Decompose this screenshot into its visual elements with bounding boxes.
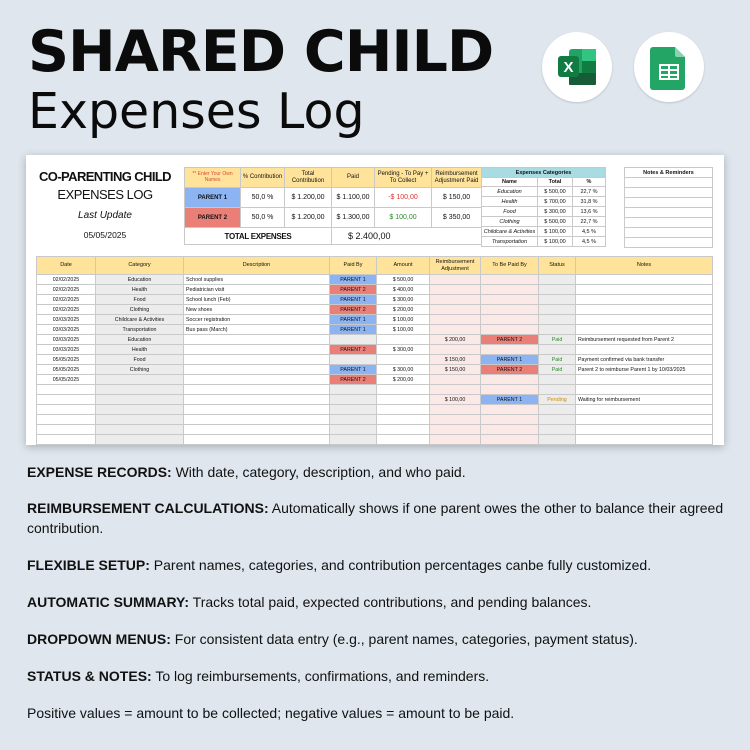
log-reimbursement-cell[interactable] [430,405,481,415]
summary-header-row [185,168,482,188]
parent2-reimb: $ 350,00 [432,208,482,228]
log-amount-cell[interactable]: $ 500,00 [377,275,430,285]
log-notes-cell[interactable] [576,325,713,335]
log-header-to-be-paid-by: To Be Paid By [481,257,539,275]
log-notes-cell[interactable] [576,285,713,295]
categories-header-pct: % [573,178,606,187]
feature-text: Positive values = amount to be collected; negative values = amount to be paid. [27,705,515,721]
parent2-paid: $ 1.300,00 [332,208,375,228]
log-paid-by-cell[interactable] [330,415,377,425]
log-notes-cell[interactable]: Parent 2 to reimburse Parent 1 by 10/03/2025 [576,365,713,375]
log-reimbursement-cell[interactable] [430,275,481,285]
table-row [37,385,713,395]
log-paid-by-cell[interactable]: PARENT 2 [330,345,377,355]
parent2-name[interactable]: PARENT 2 [185,208,241,228]
log-status-cell[interactable] [539,345,576,355]
log-amount-cell[interactable]: $ 400,00 [377,285,430,295]
log-status-cell[interactable]: Paid [539,355,576,365]
log-to-be-paid-by-cell[interactable]: PARENT 2 [481,365,539,375]
feature-text: Parent names, categories, and contribution percentages canbe fully customized. [149,557,652,573]
log-reimbursement-cell[interactable] [430,415,481,425]
log-reimbursement-cell[interactable] [430,345,481,355]
feature-item [27,462,727,482]
category-name[interactable]: Education [482,187,538,197]
hero-title: SHARED CHILD [28,19,494,85]
log-reimbursement-cell[interactable] [430,435,481,445]
feature-text: Tracks total paid, expected contributions, and pending balances. [189,594,592,610]
last-update-label: Last Update [78,210,132,221]
table-row [37,295,713,305]
log-description-cell[interactable] [184,405,330,415]
log-status-cell[interactable] [539,425,576,435]
log-to-be-paid-by-cell[interactable] [481,425,539,435]
reminder-cell[interactable] [625,178,713,188]
log-paid-by-cell[interactable] [330,405,377,415]
log-date-cell[interactable]: 03/03/2025 [37,315,96,325]
svg-text:X: X [563,59,574,76]
contribution-summary-table [184,167,482,245]
excel-icon [555,45,599,89]
table-row [37,275,713,285]
log-date-cell[interactable] [37,415,96,425]
feature-text: To log reimbursements, confirmations, and reminders. [151,668,490,684]
log-notes-cell[interactable] [576,275,713,285]
log-to-be-paid-by-cell[interactable] [481,375,539,385]
parent2-total: $ 1.200,00 [285,208,332,228]
log-to-be-paid-by-cell[interactable] [481,415,539,425]
log-category-cell[interactable] [96,385,184,395]
log-description-cell[interactable]: School supplies [184,275,330,285]
summary-header-total: Total Contribution [285,168,332,188]
log-category-cell[interactable]: Health [96,285,184,295]
table-row [37,355,713,365]
log-notes-cell[interactable]: Waiting for reimbursement [576,395,713,405]
categories-header-total: Total [538,178,573,187]
log-amount-cell[interactable]: $ 200,00 [377,305,430,315]
feature-text: Automatically shows if one parent owes the other to balance their agreed contribution. [27,500,724,537]
feature-text: With date, category, description, and who paid. [171,464,466,480]
summary-header-paid: Paid [332,168,375,188]
log-notes-cell[interactable] [576,425,713,435]
log-header-amount: Amount [377,257,430,275]
log-to-be-paid-by-cell[interactable] [481,385,539,395]
log-category-cell[interactable]: Transportation [96,325,184,335]
log-status-cell[interactable] [539,275,576,285]
log-header-category: Category [96,257,184,275]
table-row [37,305,713,315]
log-amount-cell[interactable] [377,355,430,365]
table-row [37,345,713,355]
feature-label: STATUS & NOTES: [27,668,152,684]
category-name[interactable]: Childcare & Activities [482,227,538,237]
log-notes-cell[interactable] [576,315,713,325]
feature-label: FLEXIBLE SETUP: [27,557,150,573]
parent1-pct[interactable]: 50,0 % [241,188,285,208]
categories-title: Expenses Categories [482,168,606,178]
reminder-cell[interactable] [625,218,713,228]
category-total: $ 500,00 [538,217,573,227]
log-amount-cell[interactable] [377,385,430,395]
feature-label: AUTOMATIC SUMMARY: [27,594,190,610]
log-header-reimbursement: Reimbursement Adjustment [430,257,481,275]
log-status-cell[interactable] [539,295,576,305]
category-name[interactable]: Food [482,207,538,217]
log-notes-cell[interactable] [576,385,713,395]
category-pct: 4,5 % [573,237,606,247]
log-category-cell[interactable]: Education [96,335,184,345]
log-amount-cell[interactable]: $ 200,00 [377,375,430,385]
log-title-panel [26,155,184,253]
feature-item [27,555,727,575]
log-status-cell[interactable] [539,405,576,415]
feature-note [27,703,727,723]
category-total: $ 500,00 [538,187,573,197]
log-status-cell[interactable]: Paid [539,335,576,345]
parent1-paid: $ 1.100,00 [332,188,375,208]
log-paid-by-cell[interactable]: PARENT 1 [330,325,377,335]
log-paid-by-cell[interactable]: PARENT 2 [330,305,377,315]
log-to-be-paid-by-cell[interactable] [481,345,539,355]
log-date-cell[interactable]: 05/05/2025 [37,375,96,385]
log-category-cell[interactable] [96,425,184,435]
log-paid-by-cell[interactable] [330,355,377,365]
log-title-line2: EXPENSES LOG [57,187,153,202]
log-status-cell[interactable] [539,315,576,325]
log-reimbursement-cell[interactable] [430,295,481,305]
log-category-cell[interactable] [96,375,184,385]
log-amount-cell[interactable]: $ 300,00 [377,345,430,355]
parent2-pct[interactable]: 50,0 % [241,208,285,228]
log-paid-by-cell[interactable] [330,385,377,395]
log-date-cell[interactable]: 02/02/2025 [37,275,96,285]
log-date-cell[interactable] [37,425,96,435]
log-status-cell[interactable] [539,325,576,335]
table-row [37,415,713,425]
category-total: $ 100,00 [538,237,573,247]
reminder-cell[interactable] [625,208,713,218]
log-header-date: Date [37,257,96,275]
table-row [37,285,713,295]
log-header-description: Description [184,257,330,275]
log-date-cell[interactable] [37,395,96,405]
excel-app-badge [542,32,612,102]
total-expenses-value: $ 2.400,00 [332,228,482,245]
summary-header-pending: Pending - To Pay + To Collect [375,168,432,188]
log-description-cell[interactable] [184,395,330,405]
log-status-cell[interactable] [539,435,576,445]
reminder-cell[interactable] [625,188,713,198]
category-total: $ 100,00 [538,227,573,237]
log-date-cell[interactable]: 02/02/2025 [37,295,96,305]
log-to-be-paid-by-cell[interactable] [481,295,539,305]
google-sheets-app-badge [634,32,704,102]
log-description-cell[interactable]: Bus pass (March) [184,325,330,335]
log-status-cell[interactable] [539,415,576,425]
log-reimbursement-cell[interactable]: $ 150,00 [430,355,481,365]
table-row [37,335,713,345]
category-row [482,217,606,227]
log-amount-cell[interactable] [377,395,430,405]
log-category-cell[interactable] [96,435,184,445]
category-row [482,187,606,197]
log-category-cell[interactable] [96,395,184,405]
log-paid-by-cell[interactable] [330,395,377,405]
categories-header-name: Name [482,178,538,187]
log-reimbursement-cell[interactable]: $ 200,00 [430,335,481,345]
reminder-cell[interactable] [625,228,713,238]
log-reimbursement-cell[interactable] [430,375,481,385]
log-to-be-paid-by-cell[interactable]: PARENT 2 [481,335,539,345]
table-row [37,435,713,445]
log-amount-cell[interactable]: $ 100,00 [377,325,430,335]
table-row [37,315,713,325]
table-row [37,405,713,415]
log-notes-cell[interactable] [576,415,713,425]
category-pct: 22,7 % [573,217,606,227]
log-category-cell[interactable]: Clothing [96,365,184,375]
log-header-status: Status [539,257,576,275]
feature-label: REIMBURSEMENT CALCULATIONS: [27,500,269,516]
log-description-cell[interactable] [184,365,330,375]
log-category-cell[interactable] [96,405,184,415]
log-header-row [37,257,713,275]
log-date-cell[interactable]: 05/05/2025 [37,365,96,375]
log-paid-by-cell[interactable]: PARENT 1 [330,295,377,305]
category-row [482,197,606,207]
category-name[interactable]: Clothing [482,217,538,227]
hero-subtitle: Expenses Log [28,83,365,140]
feature-item [27,498,727,539]
log-amount-cell[interactable] [377,405,430,415]
log-date-cell[interactable]: 03/03/2025 [37,345,96,355]
summary-header-reimb: Reimbursement Adjustment Paid [432,168,482,188]
log-title: CO-PARENTING CHILD [39,169,171,184]
log-notes-cell[interactable] [576,295,713,305]
feature-label: EXPENSE RECORDS: [27,464,172,480]
log-description-cell[interactable]: Pediatrician visit [184,285,330,295]
log-amount-cell[interactable] [377,415,430,425]
log-paid-by-cell[interactable]: PARENT 1 [330,365,377,375]
log-paid-by-cell[interactable] [330,425,377,435]
expense-log-table [36,256,713,445]
log-date-cell[interactable]: 02/02/2025 [37,285,96,295]
log-category-cell[interactable]: Food [96,295,184,305]
log-body [37,275,713,445]
category-row [482,237,606,247]
log-category-cell[interactable]: Health [96,345,184,355]
log-notes-cell[interactable] [576,375,713,385]
feature-item [27,666,727,686]
feature-item [27,629,727,649]
category-pct: 4,5 % [573,227,606,237]
log-to-be-paid-by-cell[interactable]: PARENT 1 [481,355,539,365]
feature-text: For consistent data entry (e.g., parent names, categories, payment status). [170,631,638,647]
summary-total-row [185,228,482,245]
log-description-cell[interactable] [184,335,330,345]
log-to-be-paid-by-cell[interactable] [481,325,539,335]
reminder-cell[interactable] [625,198,713,208]
category-row [482,227,606,237]
log-reimbursement-cell[interactable] [430,315,481,325]
log-description-cell[interactable]: School lunch (Feb) [184,295,330,305]
log-to-be-paid-by-cell[interactable]: PARENT 1 [481,395,539,405]
feature-label: DROPDOWN MENUS: [27,631,171,647]
parent1-name[interactable]: PARENT 1 [185,188,241,208]
log-reimbursement-cell[interactable] [430,425,481,435]
log-description-cell[interactable]: New shoes [184,305,330,315]
log-description-cell[interactable]: Soccer registration [184,315,330,325]
log-date-cell[interactable]: 03/03/2025 [37,335,96,345]
parent1-total: $ 1.200,00 [285,188,332,208]
log-paid-by-cell[interactable]: PARENT 2 [330,285,377,295]
log-category-cell[interactable] [96,415,184,425]
log-description-cell[interactable] [184,385,330,395]
log-reimbursement-cell[interactable] [430,385,481,395]
category-row [482,207,606,217]
log-amount-cell[interactable] [377,425,430,435]
log-date-cell[interactable]: 02/02/2025 [37,305,96,315]
log-category-cell[interactable]: Education [96,275,184,285]
log-status-cell[interactable] [539,385,576,395]
log-amount-cell[interactable] [377,435,430,445]
log-status-cell[interactable] [539,305,576,315]
log-date-cell[interactable] [37,385,96,395]
log-reimbursement-cell[interactable] [430,305,481,315]
log-description-cell[interactable] [184,425,330,435]
parent2-pending: $ 100,00 [375,208,432,228]
log-reimbursement-cell[interactable]: $ 150,00 [430,365,481,375]
log-to-be-paid-by-cell[interactable] [481,275,539,285]
log-to-be-paid-by-cell[interactable] [481,285,539,295]
log-status-cell[interactable] [539,285,576,295]
log-amount-cell[interactable]: $ 300,00 [377,365,430,375]
log-paid-by-cell[interactable]: PARENT 1 [330,275,377,285]
feature-item [27,592,727,612]
total-expenses-label: TOTAL EXPENSES [185,228,332,245]
notes-reminders-table [624,167,713,248]
spreadsheet-preview [26,155,724,445]
category-name[interactable]: Transportation [482,237,538,247]
summary-header-pct: % Contribution [241,168,285,188]
log-amount-cell[interactable]: $ 300,00 [377,295,430,305]
summary-row-parent2 [185,208,482,228]
log-description-cell[interactable] [184,415,330,425]
log-notes-cell[interactable] [576,345,713,355]
log-header-notes: Notes [576,257,713,275]
log-paid-by-cell[interactable]: PARENT 2 [330,375,377,385]
table-row [37,425,713,435]
log-amount-cell[interactable]: $ 100,00 [377,315,430,325]
log-header-paid-by: Paid By [330,257,377,275]
log-paid-by-cell[interactable] [330,335,377,345]
table-row [37,365,713,375]
category-pct: 13,6 % [573,207,606,217]
category-pct: 31,8 % [573,197,606,207]
category-total: $ 300,00 [538,207,573,217]
reminder-cell[interactable] [625,238,713,248]
log-amount-cell[interactable] [377,335,430,345]
table-row [37,395,713,405]
table-row [37,375,713,385]
log-status-cell[interactable]: Pending [539,395,576,405]
log-notes-cell[interactable] [576,435,713,445]
log-reimbursement-cell[interactable] [430,325,481,335]
log-to-be-paid-by-cell[interactable] [481,435,539,445]
parent1-reimb: $ 150,00 [432,188,482,208]
log-category-cell[interactable]: Clothing [96,305,184,315]
log-date-cell[interactable] [37,435,96,445]
log-status-cell[interactable]: Paid [539,365,576,375]
log-notes-cell[interactable] [576,405,713,415]
google-sheets-icon [649,44,689,90]
log-reimbursement-cell[interactable] [430,285,481,295]
log-notes-cell[interactable] [576,305,713,315]
categories-table [481,167,606,247]
log-paid-by-cell[interactable] [330,435,377,445]
category-pct: 22,7 % [573,187,606,197]
summary-row-parent1 [185,188,482,208]
log-status-cell[interactable] [539,375,576,385]
log-description-cell[interactable] [184,435,330,445]
log-description-cell[interactable] [184,345,330,355]
log-category-cell[interactable]: Childcare & Activities [96,315,184,325]
category-total: $ 700,00 [538,197,573,207]
log-notes-cell[interactable]: Payment confirmed via bank transfer [576,355,713,365]
log-paid-by-cell[interactable]: PARENT 1 [330,315,377,325]
log-description-cell[interactable] [184,375,330,385]
log-reimbursement-cell[interactable]: $ 100,00 [430,395,481,405]
category-name[interactable]: Health [482,197,538,207]
log-date-cell[interactable]: 05/05/2025 [37,355,96,365]
log-to-be-paid-by-cell[interactable] [481,315,539,325]
log-to-be-paid-by-cell[interactable] [481,405,539,415]
log-category-cell[interactable]: Food [96,355,184,365]
notes-reminders-title: Notes & Reminders [625,168,713,178]
log-to-be-paid-by-cell[interactable] [481,305,539,315]
log-notes-cell[interactable]: Reimbursement requested from Parent 2 [576,335,713,345]
enter-names-hint: ** Enter Your Own Names [185,168,241,188]
log-description-cell[interactable] [184,355,330,365]
log-date-cell[interactable]: 03/03/2025 [37,325,96,335]
last-update-date[interactable]: 05/05/2025 [83,230,127,240]
log-date-cell[interactable] [37,405,96,415]
table-row [37,325,713,335]
parent1-pending: -$ 100,00 [375,188,432,208]
